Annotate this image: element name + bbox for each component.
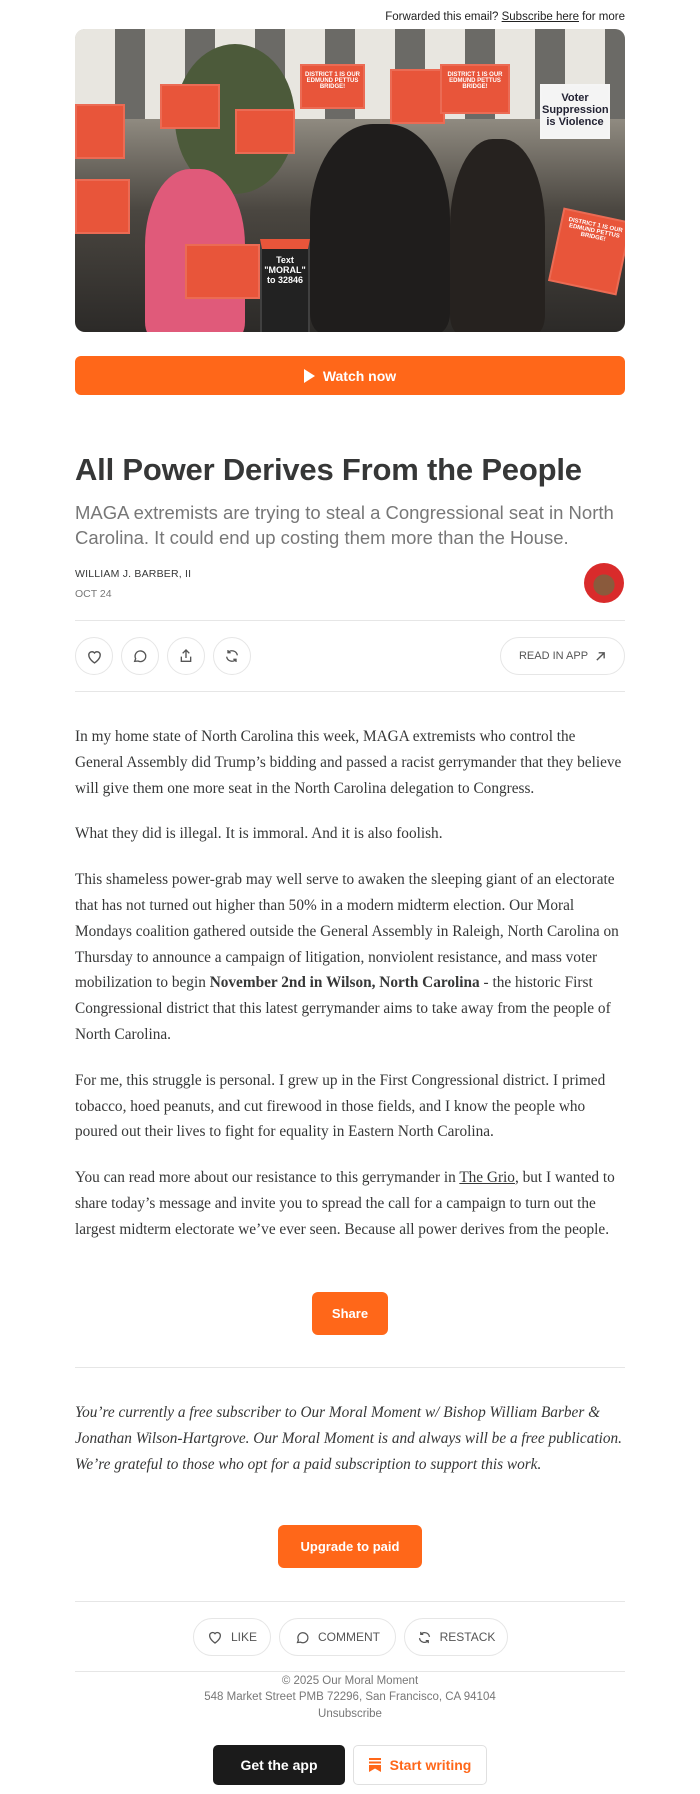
podium-sign: Text "MORAL" to 32846	[260, 239, 310, 332]
footer-like-button[interactable]: LIKE	[193, 1618, 271, 1656]
read-in-app-button[interactable]: READ IN APP	[500, 637, 625, 675]
post-date: OCT 24	[75, 588, 112, 600]
divider	[75, 1671, 625, 1672]
protest-sign	[185, 244, 260, 299]
paragraph: For me, this struggle is personal. I grew up in the First Congressional district. I primed tobacco, hoed peanuts, and cut firewood in those fields, and I know the people who poured out their lives to fight for equality in Eastern North Carolina.	[75, 1071, 606, 1141]
footer-copyright: © 2025 Our Moral Moment	[281, 1675, 419, 1687]
get-the-app-button[interactable]: Get the app	[213, 1745, 345, 1785]
footer-comment-button[interactable]: COMMENT	[279, 1618, 396, 1656]
protest-sign: DISTRICT 1 IS OUR EDMUND PETTUS BRIDGE!	[548, 208, 625, 296]
protest-sign	[160, 84, 220, 129]
heart-icon	[207, 1629, 223, 1645]
upgrade-to-paid-button[interactable]: Upgrade to paid	[278, 1525, 422, 1568]
protest-sign: DISTRICT 1 IS OUR EDMUND PETTUS BRIDGE!	[440, 64, 510, 114]
divider	[75, 620, 625, 621]
like-button[interactable]	[75, 637, 113, 675]
bookmark-logo-icon	[369, 1758, 381, 1772]
arrow-up-right-icon	[595, 651, 606, 662]
protest-sign	[390, 69, 445, 124]
share-button[interactable]: Share	[312, 1292, 388, 1335]
restack-icon	[224, 648, 240, 664]
watch-now-button[interactable]: Watch now	[75, 356, 625, 395]
divider	[75, 1601, 625, 1602]
paragraph: In my home state of North Carolina this week, MAGA extremists who control the General Assembly did Trump’s bidding and passed a racist gerrymander that they believe will give them one more seat in the North Carolina delegation to Congress.	[75, 728, 622, 797]
footer-address: 548 Market Street PMB 72296, San Francisco, CA 94104	[204, 1691, 496, 1703]
bold-text: November 2nd in Wilson, North Carolina	[209, 974, 480, 992]
protest-sign	[75, 104, 125, 159]
footer-restack-button[interactable]: RESTACK	[404, 1618, 508, 1656]
heart-icon	[86, 648, 103, 665]
divider	[75, 691, 625, 692]
comment-icon	[132, 648, 148, 664]
video-thumbnail[interactable]	[75, 29, 625, 332]
forwarded-notice: Forwarded this email? Subscribe here for more	[385, 11, 625, 23]
unsubscribe-link[interactable]: Unsubscribe	[318, 1708, 382, 1720]
post-subtitle: MAGA extremists are trying to steal a Congressional seat in North Carolina. It could end up costing them more than the House.	[75, 502, 614, 548]
paragraph: This shameless power-grab may well serve to awaken the sleeping giant of an electorate that has not turned out higher than 50% in a modern midterm election. Our Moral Mondays coalition gathered outside the General Assembly in Raleigh, North Carolina on Thursday to announce a campaign of litigation, nonviolent resistance, and mass voter mobilization to begin November 2nd in Wilson, North Carolina - the historic First Congressional district that this latest gerrymander aims to take away from the people of North Carolina.	[75, 871, 619, 1043]
play-icon	[304, 369, 315, 383]
voter-suppression-sign: Voter Suppression is Violence	[540, 84, 610, 139]
subscribe-link[interactable]: Subscribe here	[501, 11, 579, 23]
speaker	[310, 124, 450, 332]
post-body	[75, 724, 625, 1263]
restack-button[interactable]	[213, 637, 251, 675]
start-writing-button[interactable]: Start writing	[353, 1745, 487, 1785]
protest-sign	[75, 179, 130, 234]
comment-button[interactable]	[121, 637, 159, 675]
paragraph: What they did is illegal. It is immoral. And it is also foolish.	[75, 825, 443, 843]
protest-sign: DISTRICT 1 IS OUR EDMUND PETTUS BRIDGE!	[300, 64, 365, 109]
author-avatar[interactable]	[584, 563, 624, 603]
divider	[75, 1367, 625, 1368]
person-black-dress	[450, 139, 545, 332]
the-grio-link[interactable]: The Grio	[459, 1169, 515, 1187]
restack-icon	[417, 1630, 432, 1645]
subscription-note: You’re currently a free subscriber to Our Moral Moment w/ Bishop William Barber & Jonathan Wilson-Hartgrove. Our Moral Moment is and always will be a free publication. We’re grateful to those who opt for a paid subscription to support this work.	[75, 1404, 622, 1473]
comment-icon	[295, 1630, 310, 1645]
post-title: All Power Derives From the People	[75, 452, 582, 487]
paragraph: You can read more about our resistance to this gerrymander in The Grio, but I wanted to share today’s message and invite you to spread the call for a campaign to turn out the largest midterm electorate we’ve ever seen. Because all power derives from the people.	[75, 1169, 615, 1238]
share-icon-button[interactable]	[167, 637, 205, 675]
author-name[interactable]: WILLIAM J. BARBER, II	[75, 568, 192, 580]
share-icon	[178, 648, 194, 664]
protest-sign	[235, 109, 295, 154]
